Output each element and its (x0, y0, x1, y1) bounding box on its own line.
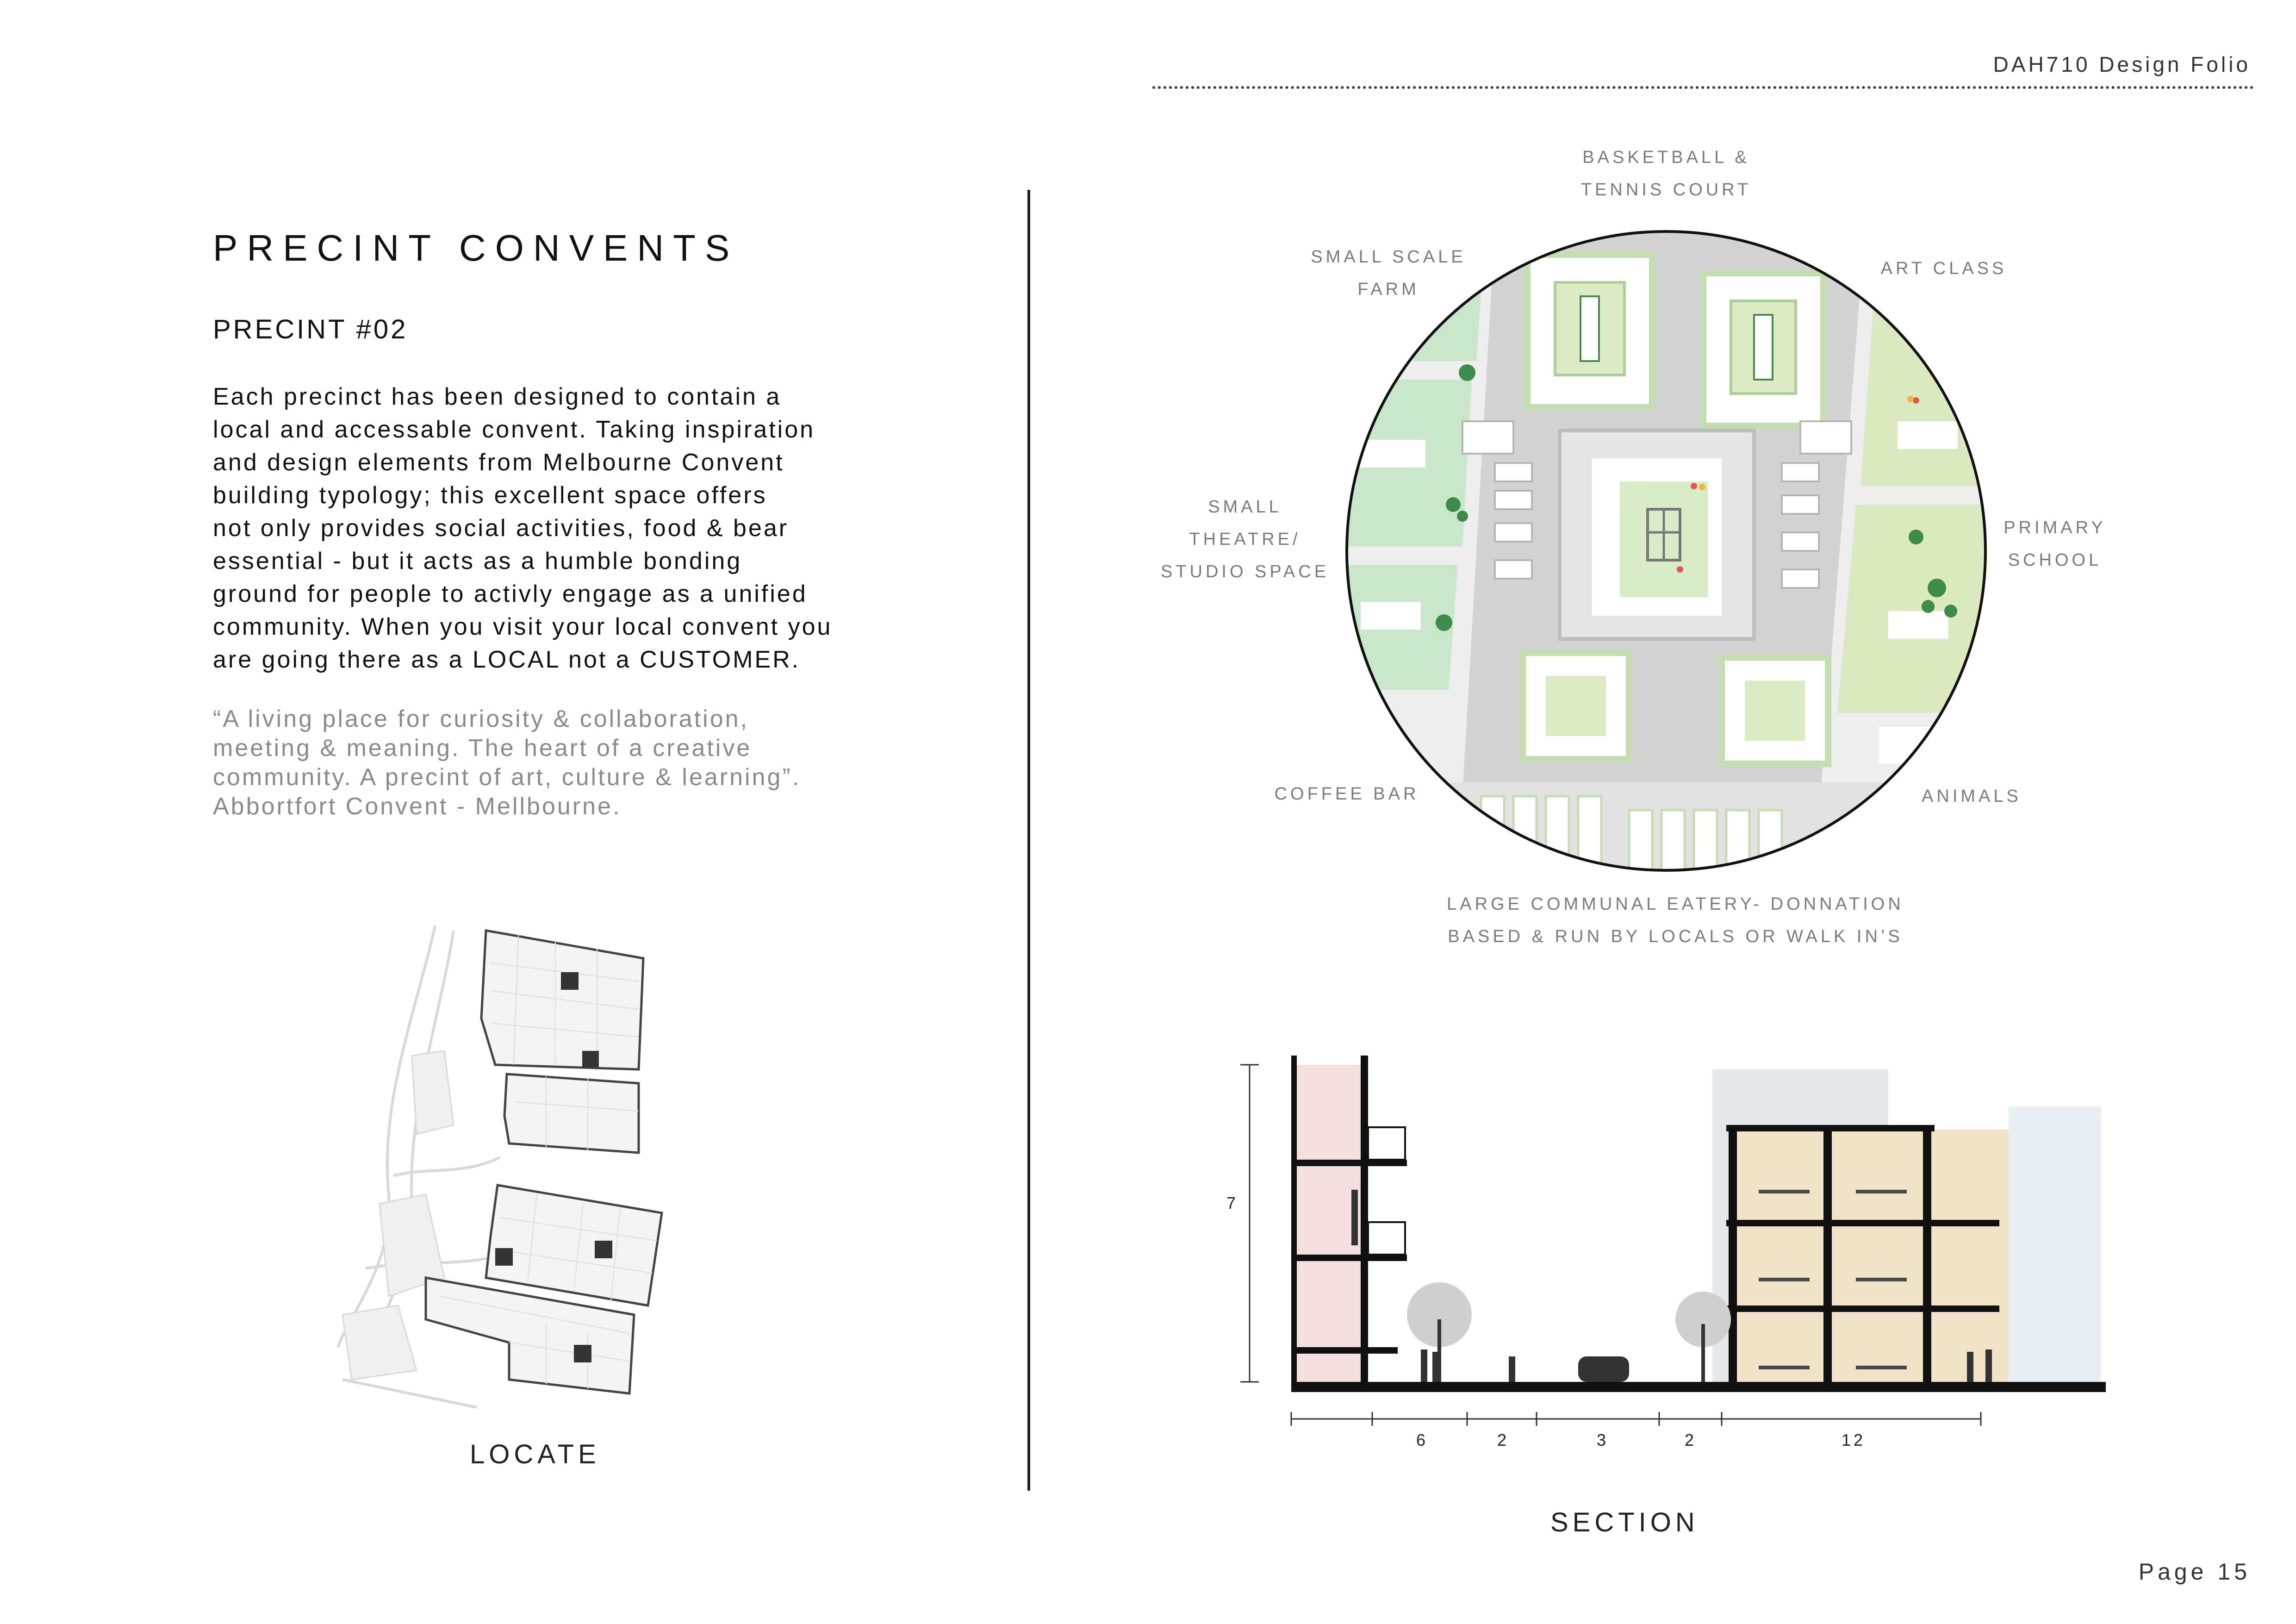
page-number: Page 15 (2138, 1559, 2251, 1585)
dimension-label: 3 (1596, 1430, 1606, 1449)
body-line: are going there as a LOCAL not a CUSTOMER. (213, 646, 801, 673)
quote (213, 705, 916, 821)
dimension-label: 6 (1416, 1430, 1426, 1449)
body-line: and design elements from Melbourne Convent (213, 449, 784, 476)
label-theatre: SMALL THEATRE/ STUDIO SPACE (1160, 497, 1330, 581)
body-line: local and accessable convent. Taking inspiration (213, 416, 815, 443)
locate-caption: LOCATE (470, 1439, 600, 1469)
label-farm: SMALL SCALE FARM (1311, 247, 1466, 299)
label-coffee: COFFEE BAR (1274, 784, 1419, 804)
section-height-label: 7 (1226, 1193, 1236, 1212)
body-line: Each precinct has been designed to contain a (213, 383, 782, 410)
street-section (1222, 1042, 2110, 1468)
body-line: ground for people to activly engage as a unified (213, 581, 808, 607)
body-line: essential - but it acts as a humble bonding (213, 548, 742, 575)
body-paragraph (213, 381, 916, 676)
body-line: community. When you visit your local convent you (213, 613, 833, 640)
precinct-plan (1342, 227, 1990, 875)
page-divider (1027, 190, 1030, 1491)
dimension-label: 2 (1684, 1430, 1694, 1449)
quote-line: community. A precint of art, culture & learning”. (213, 764, 801, 791)
quote-line: Abbortfort Convent - Mellbourne. (213, 793, 622, 820)
folio-header: DAH710 Design Folio (1993, 52, 2251, 76)
label-animals: ANIMALS (1922, 787, 2022, 806)
locate-map (324, 917, 703, 1426)
quote-line: “A living place for curiosity & collaboration, (213, 706, 749, 732)
label-art: ART CLASS (1880, 259, 2007, 278)
header-rule (1152, 86, 2254, 89)
dimension-label: 12 (1841, 1430, 1866, 1449)
precinct-subtitle: PRECINT #02 (213, 314, 408, 344)
page-title: PRECINT CONVENTS (213, 227, 739, 269)
body-line: not only provides social activities, food & bear (213, 515, 789, 542)
dimension-label: 2 (1497, 1430, 1507, 1449)
label-school: PRIMARY SCHOOL (2004, 518, 2106, 570)
body-line: building typology; this excellent space offers (213, 482, 767, 509)
section-caption: SECTION (1550, 1507, 1699, 1537)
label-basketball: BASKETBALL & TENNIS COURT (1580, 148, 1752, 200)
label-eatery: LARGE COMMUNAL EATERY- DONNATION BASED & RUN BY LOCALS OR WALK IN’S (1447, 894, 1904, 946)
quote-line: meeting & meaning. The heart of a creative (213, 735, 752, 762)
